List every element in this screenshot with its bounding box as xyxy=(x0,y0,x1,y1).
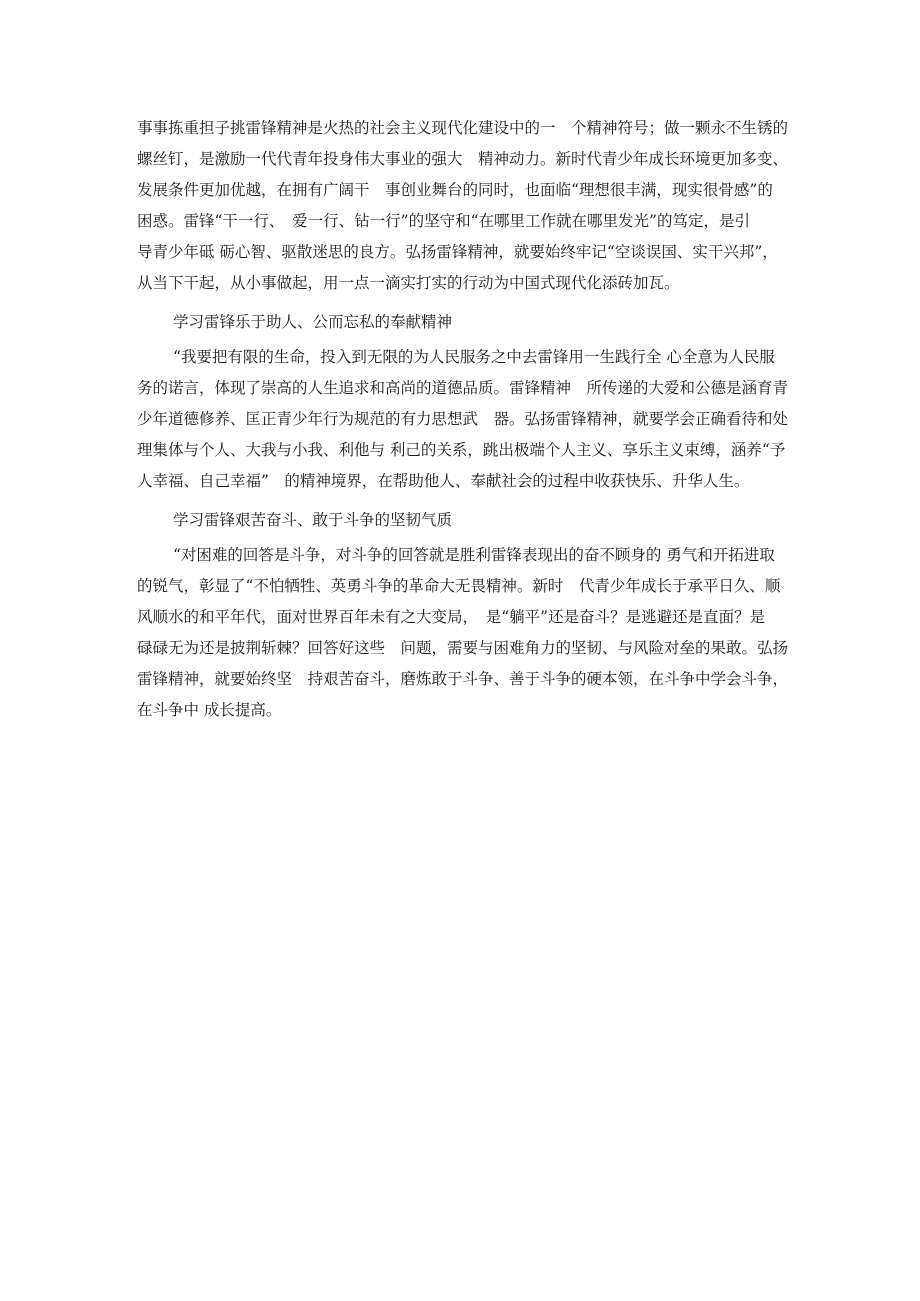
text-line: 风顺水的和平年代，面对世界百年未有之大变局， 是“躺平”还是奋斗？是逃避还是直面？是 xyxy=(137,608,766,626)
text-line: 在斗争中 成长提高。 xyxy=(137,701,282,719)
text-line: 的锐气，彰显了“不怕牺牲、英勇斗争的革命大无畏精神。新时 代青少年成长于承平日久、顺 xyxy=(137,577,781,595)
text-line: “对困难的回答是斗争，对斗争的回答就是胜利雷锋表现出的奋不顾身的 勇气和开拓进取 xyxy=(173,546,775,564)
text-line: 从当下干起，从小事做起，用一点一滴实打实的行动为中国式现代化添砖加瓦。 xyxy=(137,274,680,292)
text-line: 雷锋精神，就要始终坚 持艰苦奋斗，磨炼敢于斗争、善于斗争的硬本领，在斗争中学会斗争， xyxy=(137,670,789,688)
text-line: 碌碌无为还是披荆斩棘？回答好这些 问题，需要与困难角力的坚韧、与风险对垒的果敢。弘扬 xyxy=(137,639,789,657)
text-line: 发展条件更加优越，在拥有广阔干 事创业舞台的同时，也面临“理想很丰满，现实很骨感”的 xyxy=(137,181,773,199)
text-line: “我要把有限的生命，投入到无限的为人民服务之中去雷锋用一生践行全 心全意为人民服 xyxy=(173,348,775,366)
struggle-paragraph xyxy=(137,540,787,726)
dedication-paragraph xyxy=(137,342,787,497)
text-line: 人幸福、自己幸福” 的精神境界，在帮助他人、奉献社会的过程中收获快乐、升华人生。 xyxy=(137,472,750,490)
document-body xyxy=(137,113,787,726)
text-line: 少年道德修养、匡正青少年行为规范的有力思想武 器。弘扬雷锋精神，就要学会正确看待和处 xyxy=(137,410,789,428)
section-heading-struggle: 学习雷锋艰苦奋斗、敢于斗争的坚韧气质 xyxy=(173,511,453,529)
intro-paragraph xyxy=(137,113,787,299)
text-line: 螺丝钉，是激励一代代青年投身伟大事业的强大 精神动力。新时代青少年成长环境更加多变、 xyxy=(137,150,789,168)
text-line: 导青少年砥 砺心智、驱散迷思的良方。弘扬雷锋精神，就要始终牢记“空谈误国、实干兴邦”， xyxy=(137,243,778,261)
text-line: 务的诺言，体现了崇高的人生追求和高尚的道德品质。雷锋精神 所传递的大爱和公德是涵育青 xyxy=(137,379,789,397)
section-heading-dedication: 学习雷锋乐于助人、公而忘私的奉献精神 xyxy=(173,313,453,331)
text-line: 事事拣重担子挑雷锋精神是火热的社会主义现代化建设中的一 个精神符号；做一颗永不生锈的 xyxy=(137,119,789,137)
text-line: 困惑。雷锋“干一行、 爱一行、钻一行”的坚守和“在哪里工作就在哪里发光”的笃定，是引 xyxy=(137,212,750,230)
text-line: 理集体与个人、大我与小我、利他与 利己的关系，跳出极端个人主义、享乐主义束缚，涵养“予 xyxy=(137,441,786,459)
